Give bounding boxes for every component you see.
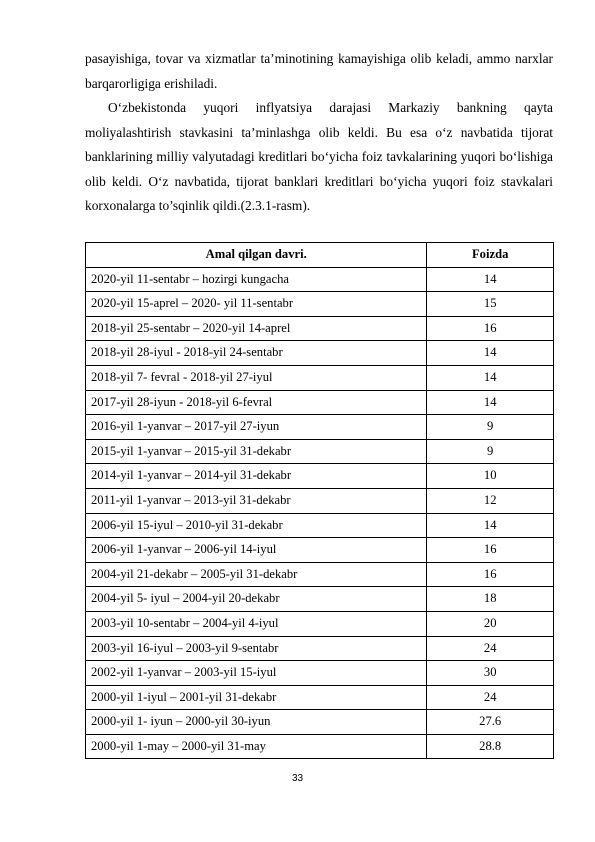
- table-row: [86, 685, 554, 710]
- table-row: [86, 316, 554, 341]
- table-row: [86, 661, 554, 686]
- table-row: [86, 341, 554, 366]
- period-cell: 2015-yil 1-yanvar – 2015-yil 31-dekabr: [86, 439, 427, 464]
- period-cell: 2000-yil 1-may – 2000-yil 31-may: [86, 734, 427, 759]
- period-cell: 2011-yil 1-yanvar – 2013-yil 31-dekabr: [86, 488, 427, 513]
- period-cell: 2002-yil 1-yanvar – 2003-yil 15-iyul: [86, 661, 427, 686]
- table-row: [86, 292, 554, 317]
- rate-cell: 15: [427, 292, 554, 317]
- table-body: [86, 267, 554, 759]
- rate-cell: 20: [427, 611, 554, 636]
- rate-cell: 14: [427, 341, 554, 366]
- rate-cell: 14: [427, 390, 554, 415]
- rate-cell: 9: [427, 439, 554, 464]
- period-cell: 2003-yil 10-sentabr – 2004-yil 4-iyul: [86, 611, 427, 636]
- paragraph-continuation: pasayishiga, tovar va xizmatlar ta’minotining kamayishiga olib keladi, ammo narxlar barqarorligiga erishiladi.: [85, 51, 553, 91]
- table-row: [86, 365, 554, 390]
- rate-cell: 12: [427, 488, 554, 513]
- rate-cell: 24: [427, 685, 554, 710]
- table-row: [86, 415, 554, 440]
- page-number: 33: [291, 773, 304, 784]
- table-row: [86, 390, 554, 415]
- rate-cell: 18: [427, 587, 554, 612]
- period-cell: 2017-yil 28-iyun - 2018-yil 6-fevral: [86, 390, 427, 415]
- period-cell: 2000-yil 1- iyun – 2000-yil 30-iyun: [86, 710, 427, 735]
- rate-cell: 27.6: [427, 710, 554, 735]
- rate-cell: 14: [427, 267, 554, 292]
- period-cell: 2018-yil 7- fevral - 2018-yil 27-iyul: [86, 365, 427, 390]
- rate-cell: 24: [427, 636, 554, 661]
- period-cell: 2004-yil 5- iyul – 2004-yil 20-dekabr: [86, 587, 427, 612]
- table-row: [86, 513, 554, 538]
- period-cell: 2000-yil 1-iyul – 2001-yil 31-dekabr: [86, 685, 427, 710]
- table-row: [86, 464, 554, 489]
- period-cell: 2004-yil 21-dekabr – 2005-yil 31-dekabr: [86, 562, 427, 587]
- rate-cell: 16: [427, 316, 554, 341]
- table-header-row: [86, 243, 554, 268]
- rate-cell: 9: [427, 415, 554, 440]
- rate-cell: 16: [427, 538, 554, 563]
- rate-cell: 30: [427, 661, 554, 686]
- rate-cell: 14: [427, 365, 554, 390]
- period-cell: 2006-yil 15-iyul – 2010-yil 31-dekabr: [86, 513, 427, 538]
- table-row: [86, 439, 554, 464]
- table-row: [86, 267, 554, 292]
- period-cell: 2003-yil 16-iyul – 2003-yil 9-sentabr: [86, 636, 427, 661]
- table-row: [86, 710, 554, 735]
- table-row: [86, 734, 554, 759]
- table-row: [86, 488, 554, 513]
- period-cell: 2020-yil 15-aprel – 2020- yil 11-sentabr: [86, 292, 427, 317]
- period-cell: 2020-yil 11-sentabr – hozirgi kungacha: [86, 267, 427, 292]
- rate-cell: 10: [427, 464, 554, 489]
- rate-cell: 16: [427, 562, 554, 587]
- paragraph-inflation: O‘zbekistonda yuqori inflyatsiya darajasi Markaziy bankning qayta moliyalashtirish stavkasini ta’minlashga olib keldi. Bu esa o‘z navbatida tijorat banklarining milliy valyutadagi kreditlari bo‘yicha foiz tavkalarining yuqori bo‘lishiga olib keldi. O‘z navbatida, tijorat banklari kreditlari bo‘yicha yuqori foiz stavkalari korxonalarga to’sqinlik qildi.(2.3.1-rasm).: [85, 100, 553, 214]
- table-row: [86, 587, 554, 612]
- rate-cell: 14: [427, 513, 554, 538]
- table-row: [86, 538, 554, 563]
- period-cell: 2018-yil 25-sentabr – 2020-yil 14-aprel: [86, 316, 427, 341]
- table-row: [86, 636, 554, 661]
- header-percent: Foizda: [427, 243, 554, 268]
- period-cell: 2014-yil 1-yanvar – 2014-yil 31-dekabr: [86, 464, 427, 489]
- refinancing-rate-table: [85, 242, 554, 759]
- table-row: [86, 562, 554, 587]
- period-cell: 2016-yil 1-yanvar – 2017-yil 27-iyun: [86, 415, 427, 440]
- table-row: [86, 611, 554, 636]
- period-cell: 2006-yil 1-yanvar – 2006-yil 14-iyul: [86, 538, 427, 563]
- header-period: Amal qilgan davri.: [86, 243, 427, 268]
- period-cell: 2018-yil 28-iyul - 2018-yil 24-sentabr: [86, 341, 427, 366]
- rate-cell: 28.8: [427, 734, 554, 759]
